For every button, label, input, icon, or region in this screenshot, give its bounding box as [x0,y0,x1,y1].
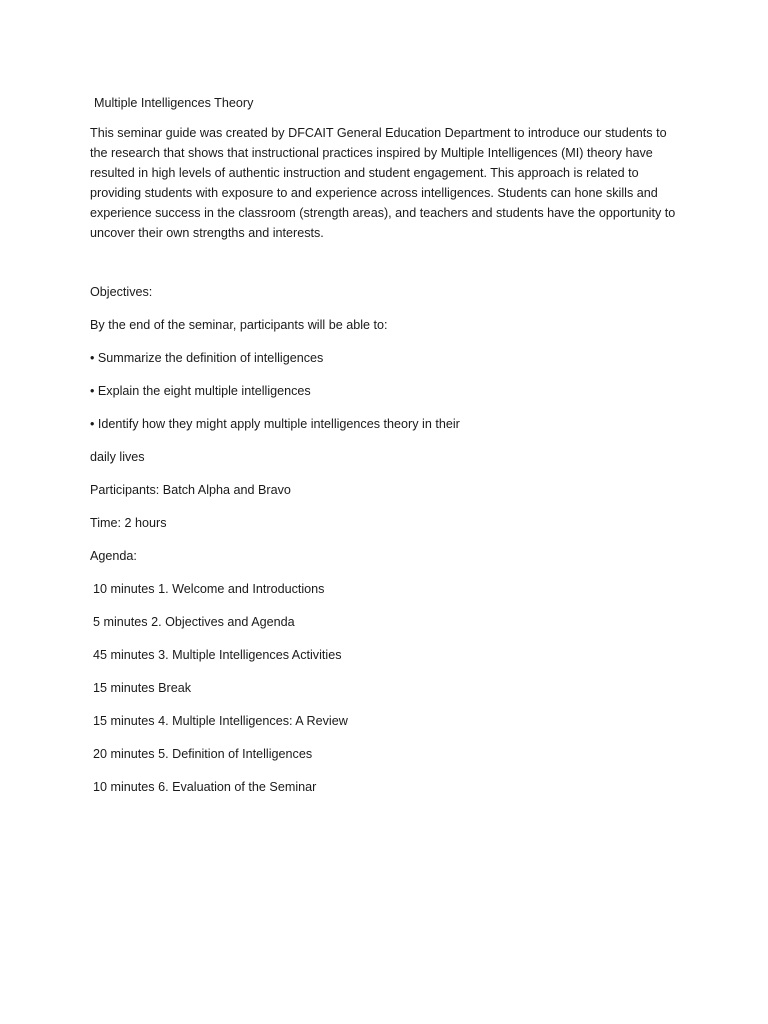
document-body [90,93,690,810]
intro-line: experience success in the classroom (strength areas), and teachers and students have the opportunity to [90,206,676,220]
intro-line: resulted in high levels of authentic instruction and student engagement. This approach is related to [90,166,639,180]
objective-item: • Summarize the definition of intelligences [90,351,324,365]
objective-item: • Identify how they might apply multiple intelligences theory in their [90,417,460,431]
agenda-item: 10 minutes 1. Welcome and Introductions [93,582,325,596]
agenda-item: 20 minutes 5. Definition of Intelligences [93,747,313,761]
objectives-heading: Objectives: [90,285,153,299]
objectives-lead: By the end of the seminar, participants will be able to: [90,318,388,332]
objective-item: • Explain the eight multiple intelligences [90,384,311,398]
intro-line: This seminar guide was created by DFCAIT General Education Department to introduce our students to [90,126,667,140]
agenda-item: 15 minutes Break [93,681,192,695]
blank-space [90,243,690,282]
agenda-item: 45 minutes 3. Multiple Intelligences Activities [93,648,342,662]
agenda-item: 15 minutes 4. Multiple Intelligences: A Review [93,714,348,728]
agenda-item: 10 minutes 6. Evaluation of the Seminar [93,780,317,794]
intro-line: providing students with exposure to and experience across intelligences. Students can hone skills and [90,186,658,200]
agenda-item: 5 minutes 2. Objectives and Agenda [93,615,295,629]
objective-continuation: daily lives [90,450,145,464]
participants-line: Participants: Batch Alpha and Bravo [90,483,291,497]
intro-paragraph [90,123,690,243]
agenda-heading: Agenda: [90,549,137,563]
document-title: Multiple Intelligences Theory [94,96,254,110]
time-line: Time: 2 hours [90,516,167,530]
intro-line: the research that shows that instructional practices inspired by Multiple Intelligences (MI) theory have [90,146,653,160]
intro-line: uncover their own strengths and interests. [90,226,324,240]
